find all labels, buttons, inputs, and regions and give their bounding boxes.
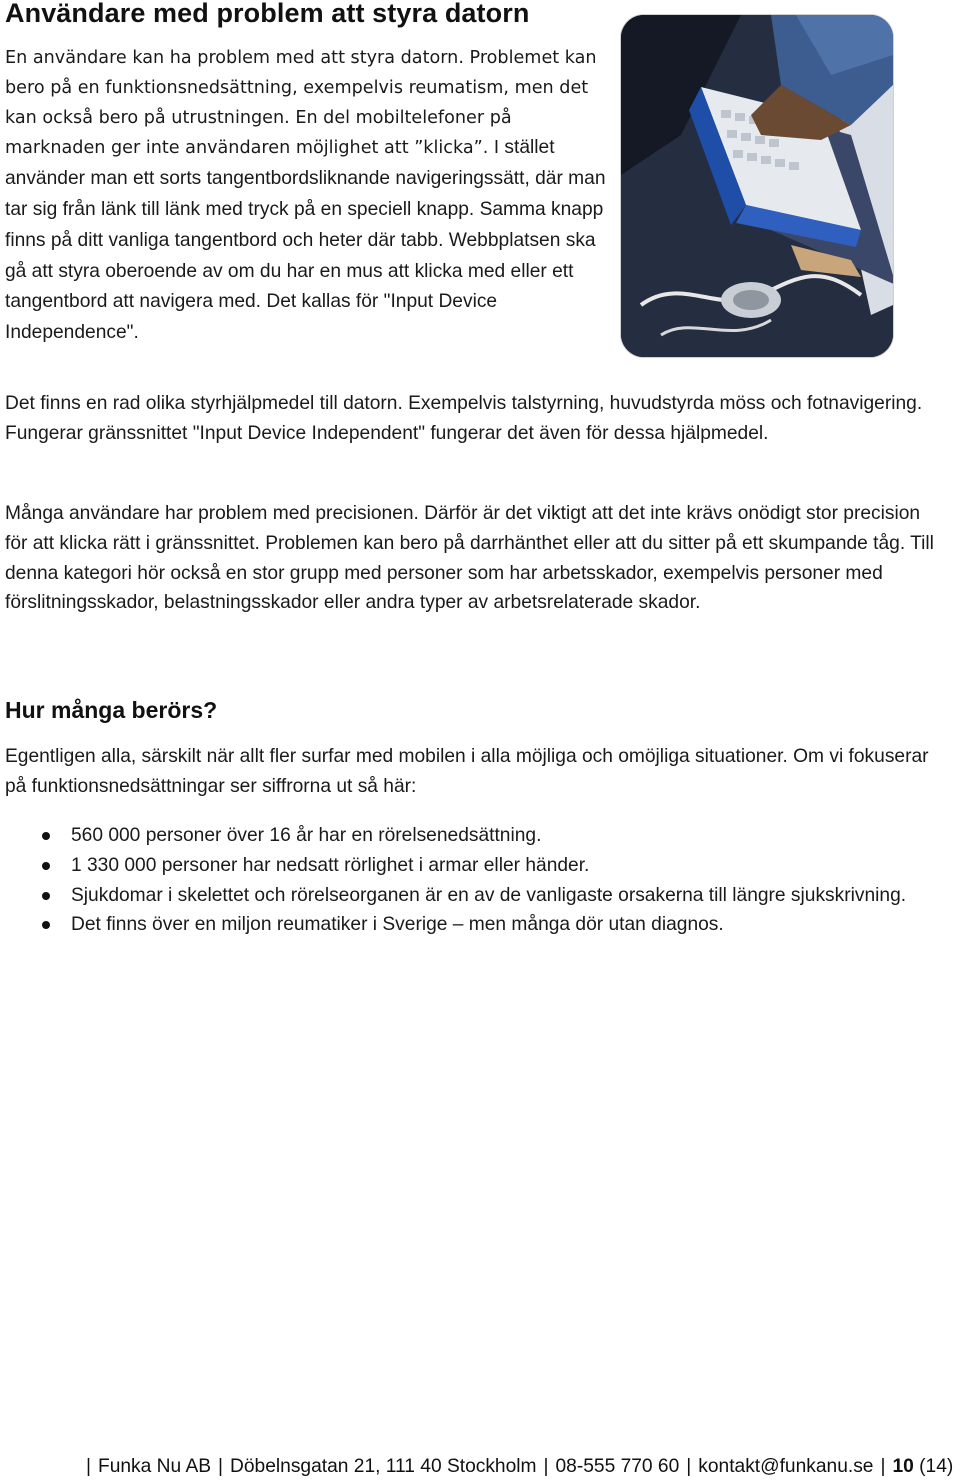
footer-address: Döbelnsgatan 21, 111 40 Stockholm [230, 1456, 537, 1477]
section-heading: Hur många berörs? [5, 697, 218, 723]
statistics-list [0, 821, 940, 940]
page-title: Användare med problem att styra datorn [5, 0, 530, 28]
foot-keyboard-photo [620, 14, 894, 358]
intro-text-part1: En användare kan ha problem med att styra datorn. Problemet kan bero på en funktionsnedsättning, exempelvis reumatism, men det kan också bero på utrustningen. En del mobiltelefoner på marknaden ger inte användaren möjlighet att ”klicka”. I [5, 48, 597, 159]
list-item: Det finns över en miljon reumatiker i Sverige – men många dör utan diagnos. [0, 910, 940, 940]
paragraph-who-affected: Egentligen alla, särskilt när allt fler surfar med mobilen i alla möjliga och omöjliga situationer. Om vi fokuserar på funktionsnedsättningar ser siffrorna ut så här: [5, 746, 929, 797]
paragraph-precision: Många användare har problem med precisionen. Därför är det viktigt att det inte krävs onödigt stor precision för att klicka rätt i gränssnittet. Problemen kan bero på darrhänthet eller att du sitter på ett skumpande tåg. Till denna kategori hör också en stor grupp med personer som har arbetsskador, exempelvis personer med förslitningsskador, belastningsskador eller andra typer av arbetsrelaterade skador. [5, 503, 934, 614]
page-footer: | Funka Nu AB | Döbelnsgatan 21, 111 40 Stockholm | 08-555 770 60 | kontakt@funkanu.se | 10 (14) [86, 1456, 954, 1477]
footer-page-total: (14) [919, 1456, 954, 1477]
list-item: Sjukdomar i skelettet och rörelseorganen är en av de vanligaste orsakerna till längre sjukskrivning. [0, 881, 940, 911]
list-item: 1 330 000 personer har nedsatt rörlighet i armar eller händer. [0, 851, 940, 881]
foot-keyboard-illustration [621, 15, 893, 357]
list-item: 560 000 personer över 16 år har en rörelsenedsättning. [0, 821, 940, 851]
footer-page-number: 10 [892, 1456, 914, 1477]
intro-paragraph [5, 44, 607, 349]
paragraph-input-aids: Det finns en rad olika styrhjälpmedel till datorn. Exempelvis talstyrning, huvudstyrda möss och fotnavigering. Fungerar gränssnittet "Input Device Independent" fungerar det även för dessa hjälpmedel. [5, 393, 923, 444]
intro-text-part2: stället använder man ett sorts tangentbordsliknande navigeringssätt, där man tar sig från länk till länk med tryck på en speciell knapp. Samma knapp finns på ditt vanliga tangentbord och heter där tabb. Webbplatsen ska gå att styra oberoende av om du har en mus att klicka med eller ett tangentbord att navigera med. Det kallas för "Input Device Independence". [5, 137, 606, 344]
footer-phone: 08-555 770 60 [555, 1456, 680, 1477]
footer-company: Funka Nu AB [97, 1456, 212, 1477]
footer-email[interactable]: kontakt@funkanu.se [698, 1456, 874, 1477]
